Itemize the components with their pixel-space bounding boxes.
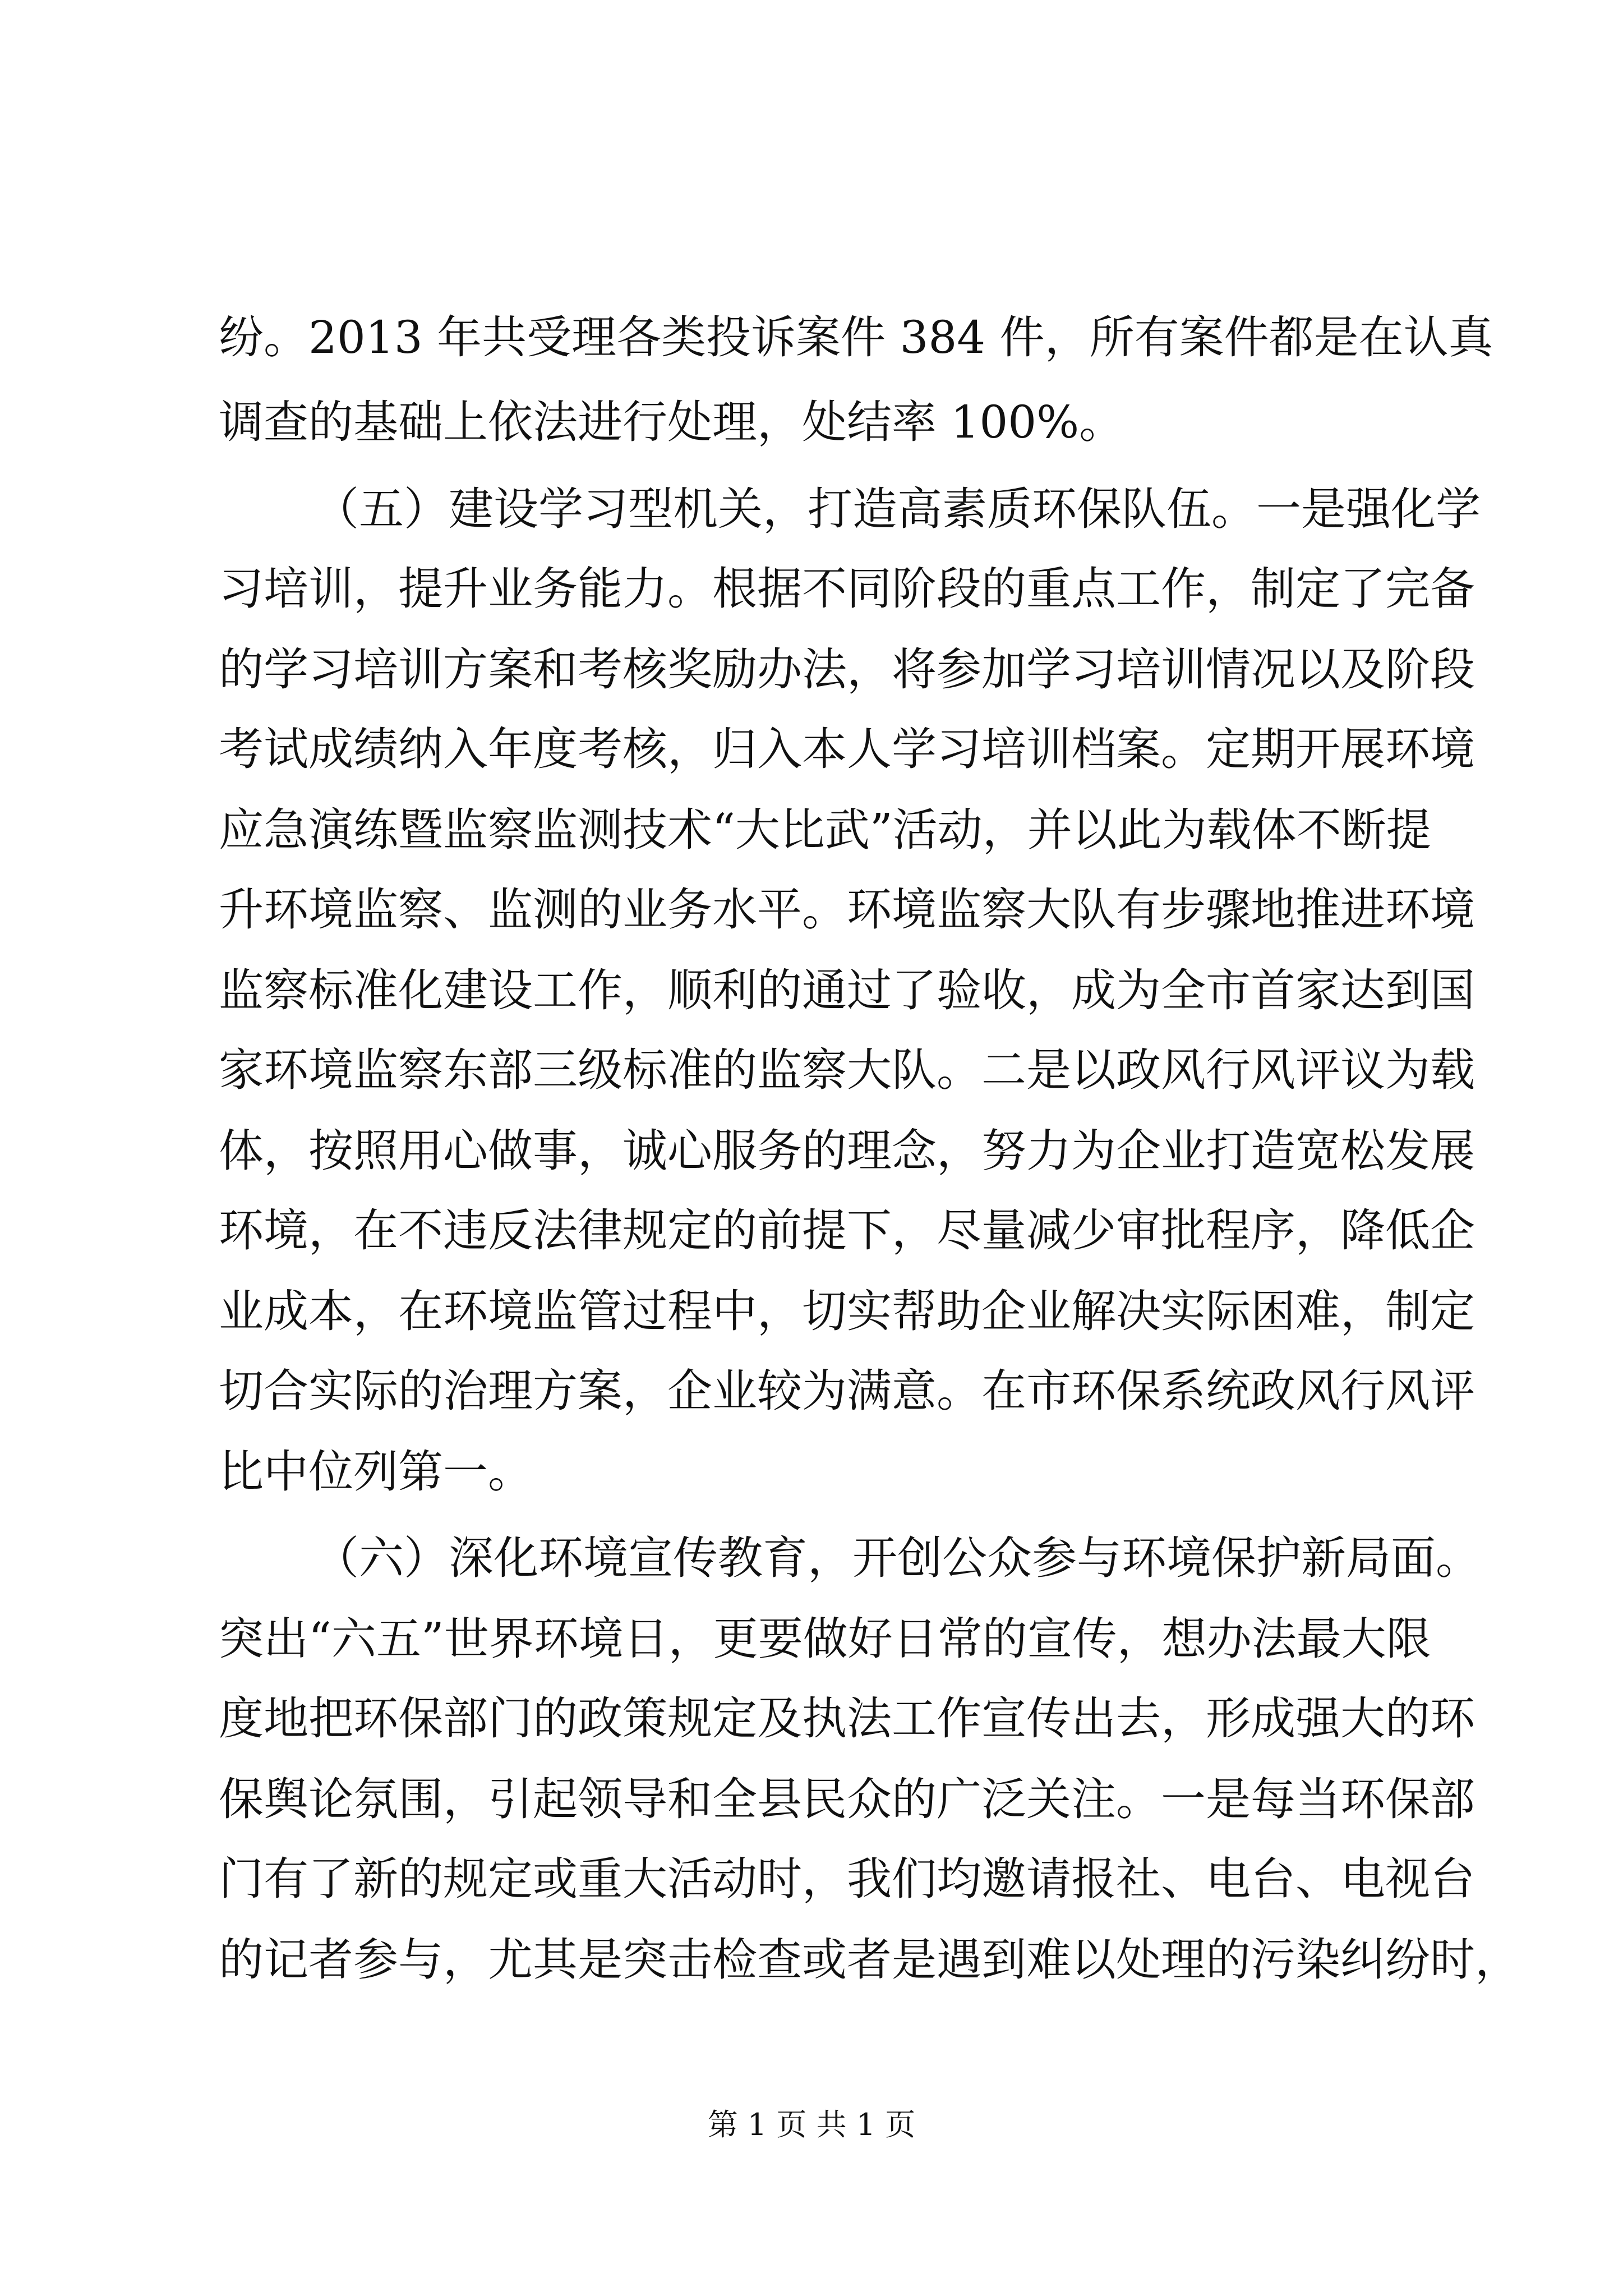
paragraph-line: 门有了新的规定或重大活动时，我们均邀请报社、电台、电视台 (219, 1853, 1475, 1905)
paragraph-line: 环境，在不违反法律规定的前提下，尽量减少审批程序，降低企 (219, 1204, 1475, 1257)
paragraph-line: 保舆论氛围，引起领导和全县民众的广泛关注。一是每当环保部 (219, 1773, 1475, 1825)
paragraph-line: （五）建设学习型机关，打造高素质环保队伍。一是强化学 (314, 483, 1481, 535)
paragraph-line: 升环境监察、监测的业务水平。环境监察大队有步骤地推进环境 (219, 884, 1475, 936)
paragraph-line: 监察标准化建设工作，顺利的通过了验收，成为全市首家达到国 (219, 964, 1475, 1016)
paragraph-line: 习培训，提升业务能力。根据不同阶段的重点工作，制定了完备 (219, 563, 1475, 615)
paragraph-line: 比中位列第一。 (219, 1446, 533, 1498)
paragraph-line: 体，按照用心做事，诚心服务的理念，努力为企业打造宽松发展 (219, 1125, 1475, 1177)
paragraph-line: （六）深化环境宣传教育，开创公众参与环境保护新局面。 (314, 1532, 1481, 1584)
paragraph-line: 家环境监察东部三级标准的监察大队。二是以政风行风评议为载 (219, 1044, 1475, 1096)
paragraph-line: 度地把环保部门的政策规定及执法工作宣传出去，形成强大的环 (219, 1692, 1475, 1745)
paragraph-line: 考试成绩纳入年度考核，归入本人学习培训档案。定期开展环境 (219, 723, 1475, 775)
page-footer: 第 1 页 共 1 页 (707, 2107, 916, 2142)
paragraph-line: 突出“六五”世界环境日，更要做好日常的宣传，想办法最大限 (219, 1613, 1431, 1665)
paragraph-line: 的学习培训方案和考核奖励办法，将参加学习培训情况以及阶段 (219, 643, 1475, 696)
paragraph-line: 纷。2013 年共受理各类投诉案件 384 件，所有案件都是在认真 (219, 311, 1493, 364)
paragraph-line: 调查的基础上依法进行处理，处结率 100%。 (219, 396, 1124, 448)
paragraph-line: 切合实际的治理方案，企业较为满意。在市环保系统政风行风评 (219, 1365, 1475, 1417)
paragraph-line: 业成本，在环境监管过程中，切实帮助企业解决实际困难，制定 (219, 1285, 1475, 1337)
paragraph-line: 应急演练暨监察监测技术“大比武”活动，并以此为载体不断提 (219, 804, 1431, 856)
paragraph-line: 的记者参与，尤其是突击检查或者是遇到难以处理的污染纠纷时， (219, 1934, 1520, 1986)
